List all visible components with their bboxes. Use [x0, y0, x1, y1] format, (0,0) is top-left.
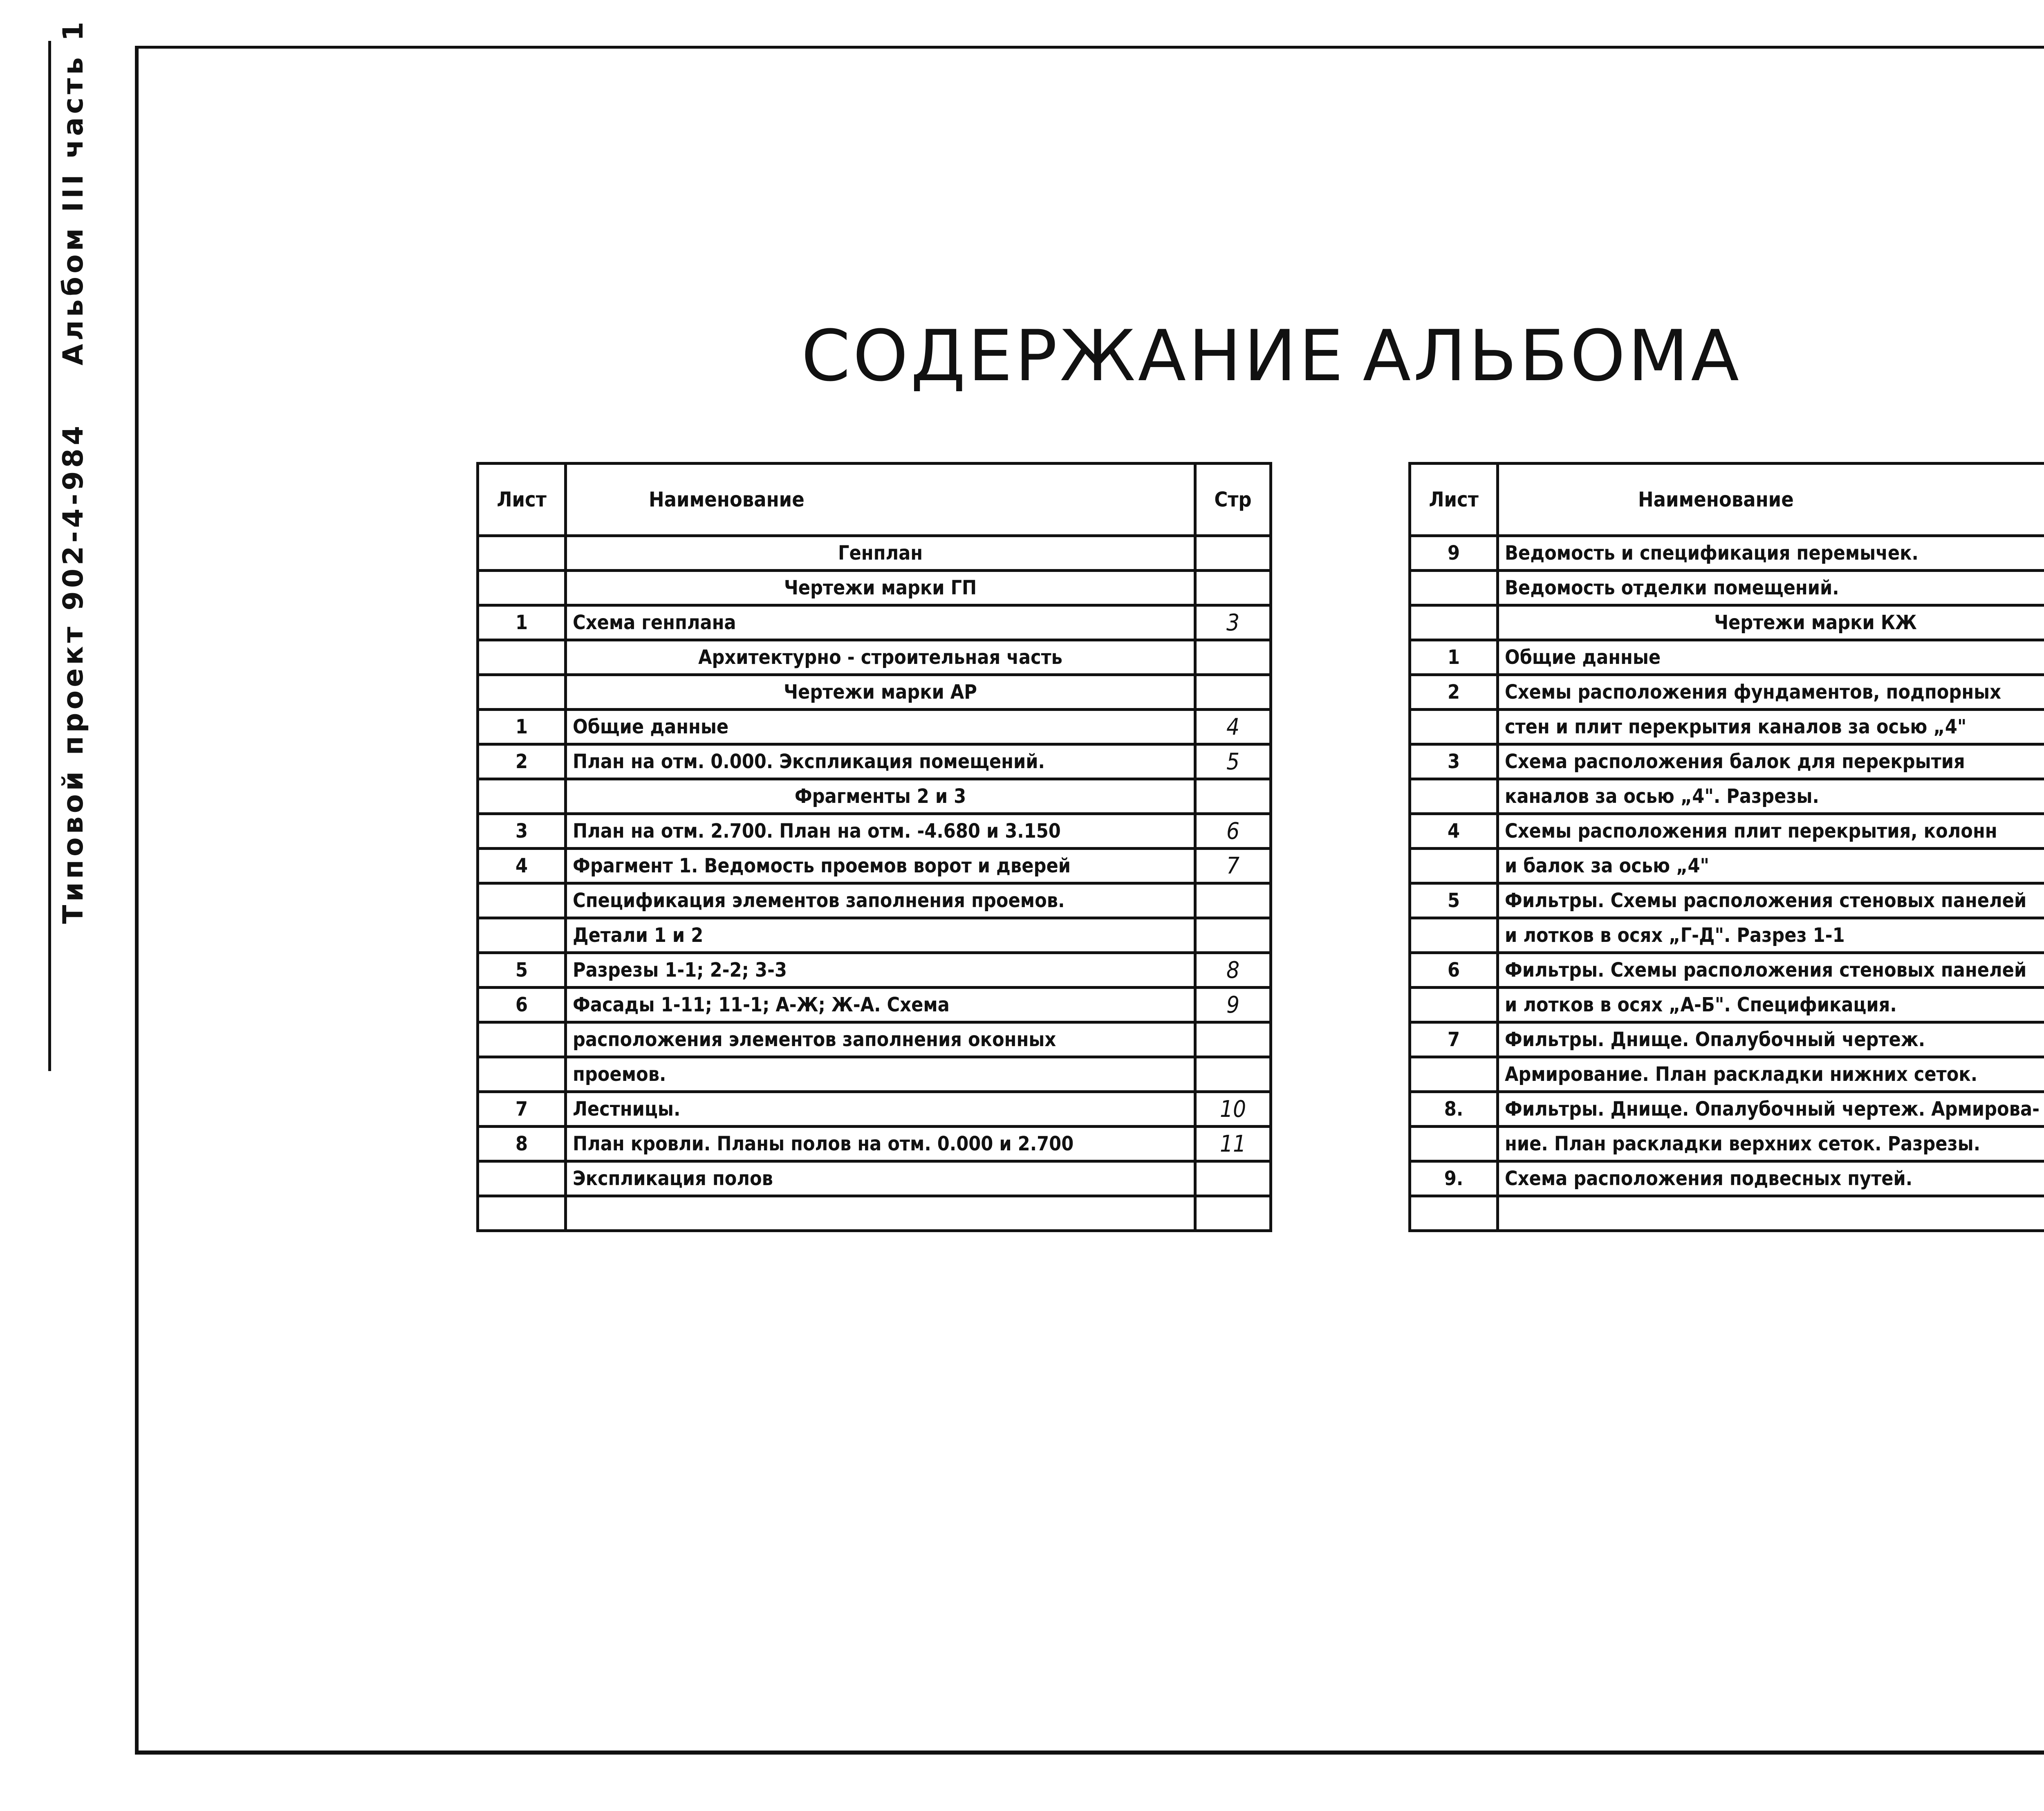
- table-row: [478, 779, 1271, 814]
- table-row: [478, 605, 1271, 640]
- cell-name: и лотков в осях „А-Б". Спецификация.: [1498, 988, 2044, 1022]
- cell-page: [1195, 1196, 1271, 1231]
- cell-name: Разрезы 1-1; 2-2; 3-3: [566, 953, 1195, 988]
- title-word-1: СОДЕРЖАНИЕ: [801, 315, 1346, 397]
- cell-sheet: 6: [1410, 953, 1498, 988]
- table-header-row: [478, 464, 1271, 536]
- cell-sheet: 7: [1410, 1022, 1498, 1057]
- cell-page: [1195, 779, 1271, 814]
- table-row: [1410, 536, 2044, 571]
- cell-page: 4: [1195, 710, 1271, 744]
- cell-name: расположения элементов заполнения оконных: [566, 1022, 1195, 1057]
- table-row: [1410, 571, 2044, 605]
- cell-name: Схема генплана: [566, 605, 1195, 640]
- cell-name: Чертежи марки ГП: [566, 571, 1195, 605]
- cell-sheet: 1: [478, 710, 566, 744]
- table-row: [478, 710, 1271, 744]
- table-row: [1410, 1161, 2044, 1196]
- cell-sheet: 3: [478, 814, 566, 849]
- cell-name: и лотков в осях „Г-Д". Разрез 1-1: [1498, 918, 2044, 953]
- cell-name: Армирование. План раскладки нижних сеток.: [1498, 1057, 2044, 1092]
- cell-name: и балок за осью „4": [1498, 849, 2044, 883]
- table-row: [478, 1022, 1271, 1057]
- cell-sheet: 4: [1410, 814, 1498, 849]
- cell-name: проемов.: [566, 1057, 1195, 1092]
- table-row: [1410, 1127, 2044, 1161]
- cell-name: Схемы расположения плит перекрытия, колонн: [1498, 814, 2044, 849]
- page-title: [801, 315, 1741, 397]
- cell-sheet: [1410, 1127, 1498, 1161]
- cell-sheet: [478, 536, 566, 571]
- cell-page: 8: [1195, 953, 1271, 988]
- cell-sheet: [1410, 1196, 1498, 1231]
- cell-name: Фильтры. Днище. Опалубочный чертеж. Армирова-: [1498, 1092, 2044, 1127]
- cell-sheet: [1410, 918, 1498, 953]
- cell-name: Фасады 1-11; 11-1; А-Ж; Ж-А. Схема: [566, 988, 1195, 1022]
- cell-sheet: 2: [1410, 675, 1498, 710]
- binding-margin-line: [48, 41, 51, 1071]
- contents-table-right: [1408, 462, 2044, 1232]
- cell-sheet: 5: [1410, 883, 1498, 918]
- cell-name: стен и плит перекрытия каналов за осью „4": [1498, 710, 2044, 744]
- cell-sheet: [1410, 988, 1498, 1022]
- cell-sheet: [1410, 1057, 1498, 1092]
- table-row: [1410, 883, 2044, 918]
- cell-sheet: [478, 1196, 566, 1231]
- table-row: [1410, 1092, 2044, 1127]
- cell-sheet: 1: [478, 605, 566, 640]
- cell-name: Фрагмент 1. Ведомость проемов ворот и дверей: [566, 849, 1195, 883]
- cell-name: Фильтры. Схемы расположения стеновых панелей: [1498, 883, 2044, 918]
- cell-name: Общие данные: [566, 710, 1195, 744]
- cell-page: [1195, 675, 1271, 710]
- table-row: [478, 675, 1271, 710]
- cell-sheet: 8.: [1410, 1092, 1498, 1127]
- cell-page: [1195, 883, 1271, 918]
- cell-name: Лестницы.: [566, 1092, 1195, 1127]
- title-word-2: АЛЬБОМА: [1363, 315, 1741, 397]
- cell-page: [1195, 918, 1271, 953]
- cell-name: [1498, 1196, 2044, 1231]
- table-row: [1410, 744, 2044, 779]
- cell-sheet: 7: [478, 1092, 566, 1127]
- cell-sheet: [478, 1161, 566, 1196]
- cell-sheet: 1: [1410, 640, 1498, 675]
- table-row: [1410, 710, 2044, 744]
- cell-page: [1195, 1057, 1271, 1092]
- table-row: [478, 883, 1271, 918]
- cell-sheet: 9.: [1410, 1161, 1498, 1196]
- header-sheet: Лист: [478, 464, 566, 536]
- cell-sheet: [1410, 779, 1498, 814]
- table-row: [1410, 1057, 2044, 1092]
- cell-sheet: 9: [1410, 536, 1498, 571]
- table-row: [478, 1127, 1271, 1161]
- table-row: [1410, 918, 2044, 953]
- cell-sheet: [478, 779, 566, 814]
- table-row: [1410, 988, 2044, 1022]
- cell-name: Ведомость и спецификация перемычек.: [1498, 536, 2044, 571]
- cell-name: План на отм. 0.000. Экспликация помещений.: [566, 744, 1195, 779]
- table-row: [478, 814, 1271, 849]
- cell-page: [1195, 1022, 1271, 1057]
- cell-sheet: 3: [1410, 744, 1498, 779]
- cell-name: ние. План раскладки верхних сеток. Разрезы.: [1498, 1127, 2044, 1161]
- contents-table-left: [476, 462, 1272, 1232]
- table-row: [478, 1057, 1271, 1092]
- cell-name: Чертежи марки КЖ: [1498, 605, 2044, 640]
- album-part: Альбом III часть 1: [57, 18, 90, 365]
- cell-sheet: [1410, 710, 1498, 744]
- cell-name: Архитектурно - строительная часть: [566, 640, 1195, 675]
- cell-page: [1195, 571, 1271, 605]
- cell-name: Чертежи марки АР: [566, 675, 1195, 710]
- table-row: [478, 1196, 1271, 1231]
- table-row: [478, 953, 1271, 988]
- cell-name: Ведомость отделки помещений.: [1498, 571, 2044, 605]
- cell-name: Общие данные: [1498, 640, 2044, 675]
- table-row: [1410, 675, 2044, 710]
- cell-page: [1195, 536, 1271, 571]
- cell-name: Схемы расположения фундаментов, подпорных: [1498, 675, 2044, 710]
- table-row: [1410, 1196, 2044, 1231]
- cell-page: 3: [1195, 605, 1271, 640]
- table-row: [1410, 953, 2044, 988]
- cell-sheet: 4: [478, 849, 566, 883]
- cell-page: 10: [1195, 1092, 1271, 1127]
- project-number: Типовой проект 902-4-984: [57, 422, 90, 924]
- cell-sheet: [478, 918, 566, 953]
- table-row: [478, 1092, 1271, 1127]
- cell-name: Фильтры. Днище. Опалубочный чертеж.: [1498, 1022, 2044, 1057]
- cell-name: [566, 1196, 1195, 1231]
- cell-page: [1195, 640, 1271, 675]
- table-row: [478, 988, 1271, 1022]
- header-page: Стр: [1195, 464, 1271, 536]
- cell-page: 6: [1195, 814, 1271, 849]
- cell-page: 9: [1195, 988, 1271, 1022]
- cell-sheet: 6: [478, 988, 566, 1022]
- table-row: [1410, 1022, 2044, 1057]
- table-row: [478, 640, 1271, 675]
- table-row: [1410, 605, 2044, 640]
- cell-sheet: [478, 1022, 566, 1057]
- cell-sheet: [478, 675, 566, 710]
- cell-name: Генплан: [566, 536, 1195, 571]
- cell-name: Схема расположения балок для перекрытия: [1498, 744, 2044, 779]
- cell-name: Фрагменты 2 и 3: [566, 779, 1195, 814]
- cell-sheet: [478, 1057, 566, 1092]
- header-sheet: Лист: [1410, 464, 1498, 536]
- table-row: [478, 918, 1271, 953]
- cell-name: Детали 1 и 2: [566, 918, 1195, 953]
- cell-name: Экспликация полов: [566, 1161, 1195, 1196]
- cell-sheet: [1410, 605, 1498, 640]
- cell-page: 5: [1195, 744, 1271, 779]
- cell-page: [1195, 1161, 1271, 1196]
- cell-sheet: [478, 571, 566, 605]
- table-row: [478, 536, 1271, 571]
- cell-sheet: 8: [478, 1127, 566, 1161]
- header-name: Наименование: [1498, 464, 2044, 536]
- cell-sheet: 2: [478, 744, 566, 779]
- cell-page: 11: [1195, 1127, 1271, 1161]
- cell-name: Фильтры. Схемы расположения стеновых панелей: [1498, 953, 2044, 988]
- header-name: Наименование: [566, 464, 1195, 536]
- table-row: [1410, 814, 2044, 849]
- table-row: [478, 744, 1271, 779]
- table-row: [1410, 640, 2044, 675]
- cell-name: каналов за осью „4". Разрезы.: [1498, 779, 2044, 814]
- table-header-row: [1410, 464, 2044, 536]
- table-row: [1410, 779, 2044, 814]
- cell-sheet: 5: [478, 953, 566, 988]
- cell-sheet: [1410, 849, 1498, 883]
- table-row: [1410, 849, 2044, 883]
- cell-name: План на отм. 2.700. План на отм. -4.680 и 3.150: [566, 814, 1195, 849]
- cell-name: Спецификация элементов заполнения проемов.: [566, 883, 1195, 918]
- cell-name: Схема расположения подвесных путей.: [1498, 1161, 2044, 1196]
- cell-sheet: [478, 640, 566, 675]
- cell-sheet: [478, 883, 566, 918]
- table-row: [478, 1161, 1271, 1196]
- cell-name: План кровли. Планы полов на отм. 0.000 и 2.700: [566, 1127, 1195, 1161]
- cell-sheet: [1410, 571, 1498, 605]
- table-row: [478, 571, 1271, 605]
- cell-page: 7: [1195, 849, 1271, 883]
- table-row: [478, 849, 1271, 883]
